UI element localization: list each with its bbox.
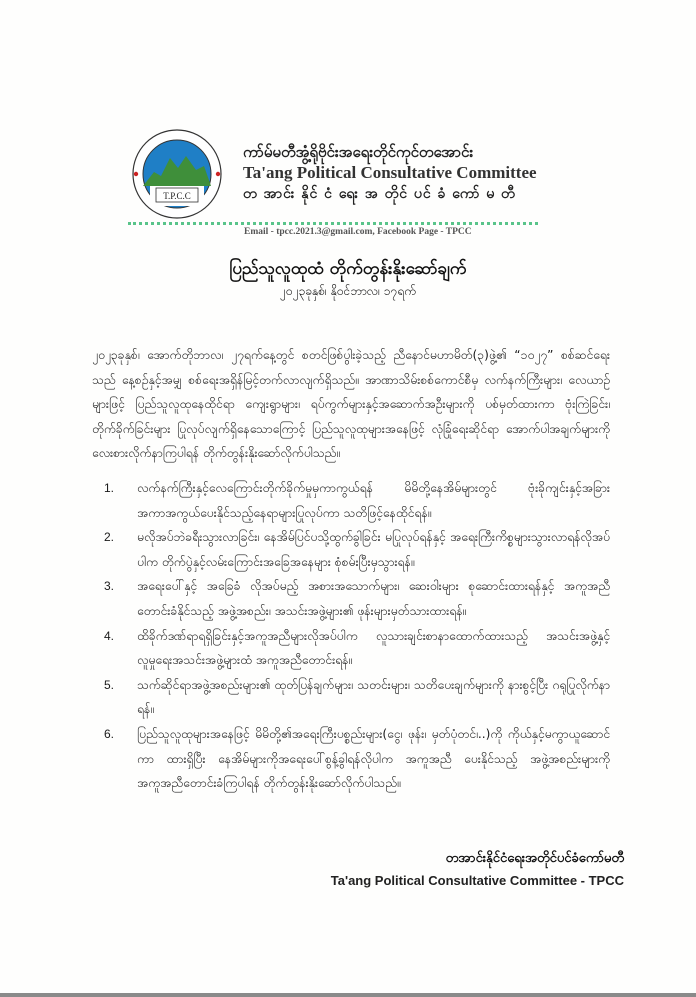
document-title: ပြည်သူလူထုထံ တိုက်တွန်းနိုးဆော်ချက် [229,259,467,279]
list-item: 4. ထိခိုက်ဒဏ်ရာရရှိခြင်းနှင့်အကူအညီများလိုအပ်ပါက လူသားချင်းစာနာထောက်ထားသည့် အသင်းအဖွဲ့နှင့် လူမှုရေးအသင်းအဖွဲ့များထံ အကူအညီတောင်းရန်။ [104,628,610,668]
header-separator [128,222,538,225]
signature-name-myanmar: တအာင်းနိုင်ငံရေးအတိုင်ပင်ခံကော်မတီ [445,851,624,866]
list-item: 5. သက်ဆိုင်ရာအဖွဲ့အစည်းများ၏ ထုတ်ပြန်ချက်များ၊ သတင်းများ၊ သတိပေးချက်များကို နားစွင့်ပြီး ဂရုပြုလိုက်နာရန်။ [104,677,610,717]
signature-name-english: Ta'ang Political Consultative Committee - TPCC [330,873,624,888]
org-name-myanmar: ကာ်မ်မတီအွံ့ရိုဗိုင်းအရေးတိုင်ကုင်တအောင်း [243,143,474,161]
signature-block [331,848,624,892]
list-item: 3. အရေးပေါ်နှင့် အခြေခံ လိုအပ်မည့် အစားအသောက်များ၊ ဆေးဝါးများ စုဆောင်းထားရန်နှင့် အကူအညီတောင်းခံနိုင်သည့် အဖွဲ့အစည်း၊ အသင်းအဖွဲ့များ၏ ဖုန်းများမှတ်သားထားရန်။ [104,579,610,618]
intro-paragraph: ၂၀၂၃ခုနှစ်၊ အောက်တိုဘာလ၊ ၂၇ရက်နေ့တွင် စတင်ဖြစ်ပွါးခဲ့သည့် ညီနောင်မဟာမိတ်(၃)ဖွဲ့၏ “၁၀၂၇” စစ်ဆင်ရေးသည် နေ့စဉ်နှင့်အမျှ စစ်ရေးအရှိန်မြင့်တက်လာလျက်ရှိသည်။ အာဏာသိမ်းစစ်ကောင်စီမှ လက်နက်ကြီးများ၊ လေယာဉ်များဖြင့် ပြည်သူလူထုနေထိုင်ရာ ကျေးရွာများ၊ ရပ်ကွက်များနှင့်အဆောက်အဦးများကို ပစ်မှတ်ထားကာ ဗုံးကြဲခြင်း၊ တိုက်ခိုက်ခြင်းများ ပြုလုပ်လျက်ရှိနေသောကြောင့် ပြည်သူလူထုများအနေဖြင့် လုံခြုံရေးဆိုင်ရာ အောက်ပါအချက်များကို လေးစားလိုက်နာကြပါရန် တိုက်တွန်းနိုးဆော်လိုက်ပါသည်။ [92,348,610,461]
tpcc-logo-icon [128,128,226,220]
list-item: 2. မလိုအပ်ဘဲခရီးသွားလာခြင်း၊ နေအိမ်ပြင်ပသို့ထွက်ခွါခြင်း မပြုလုပ်ရန်နှင့် အရေးကြီးကိစ္စများသွားလာရန်လိုအပ်ပါက တိုက်ပွဲနှင့်လမ်းကြောင်းအခြေအနေများ စုံစမ်းပြီးမှသွားရန်။ [104,530,610,569]
bottom-edge [0,993,696,997]
contact-info: Email - tpcc.2021.3@gmail.com, Facebook Page - TPCC [244,227,472,237]
recommendations-list [92,476,610,796]
org-name-english: Ta'ang Political Consultative Committee [243,163,537,182]
svg-text:T.P.C.C: T.P.C.C [163,191,191,201]
list-item: 1. လက်နက်ကြီးနှင့်လေကြောင်းတိုက်ခိုက်မှုမှကာကွယ်ရန် မိမိတို့နေအိမ်များတွင် ဗုံးခိုကျင်းနှင့်အခြားအကာအကွယ်ပေးနိုင်သည့်နေရာများပြုလုပ်ကာ သတိဖြင့်နေထိုင်ရန်။ [104,481,610,520]
document-date: ၂၀၂၃ခုနှစ်၊ နိုဝင်ဘာလ၊ ၁၇ရက် [280,284,416,298]
org-name-taang: တ အာင်း နိုင် ငံ ရေး အ တိုင် ပင် ခံ ကော် မ တီ [243,186,516,202]
list-item: 6. ပြည်သူလူထုများအနေဖြင့် မိမိတို့၏အရေးကြီးပစ္စည်းများ(ငွေ၊ ဖုန်း၊ မှတ်ပုံတင်၊..)ကို ကိုယ်နှင့်မကွာယူဆောင်ကာ ထားရှိပြီး နေအိမ်များကိုအရေးပေါ်စွန့်ခွါရန်လိုပါက အကူအညီ ပေးနိုင်သည့် အဖွဲ့အစည်းများကို အကူအညီတောင်းခံကြပါရန် တိုက်တွန်းနိုးဆော်လိုက်ပါသည်။ [104,726,610,791]
letterhead [128,128,548,218]
